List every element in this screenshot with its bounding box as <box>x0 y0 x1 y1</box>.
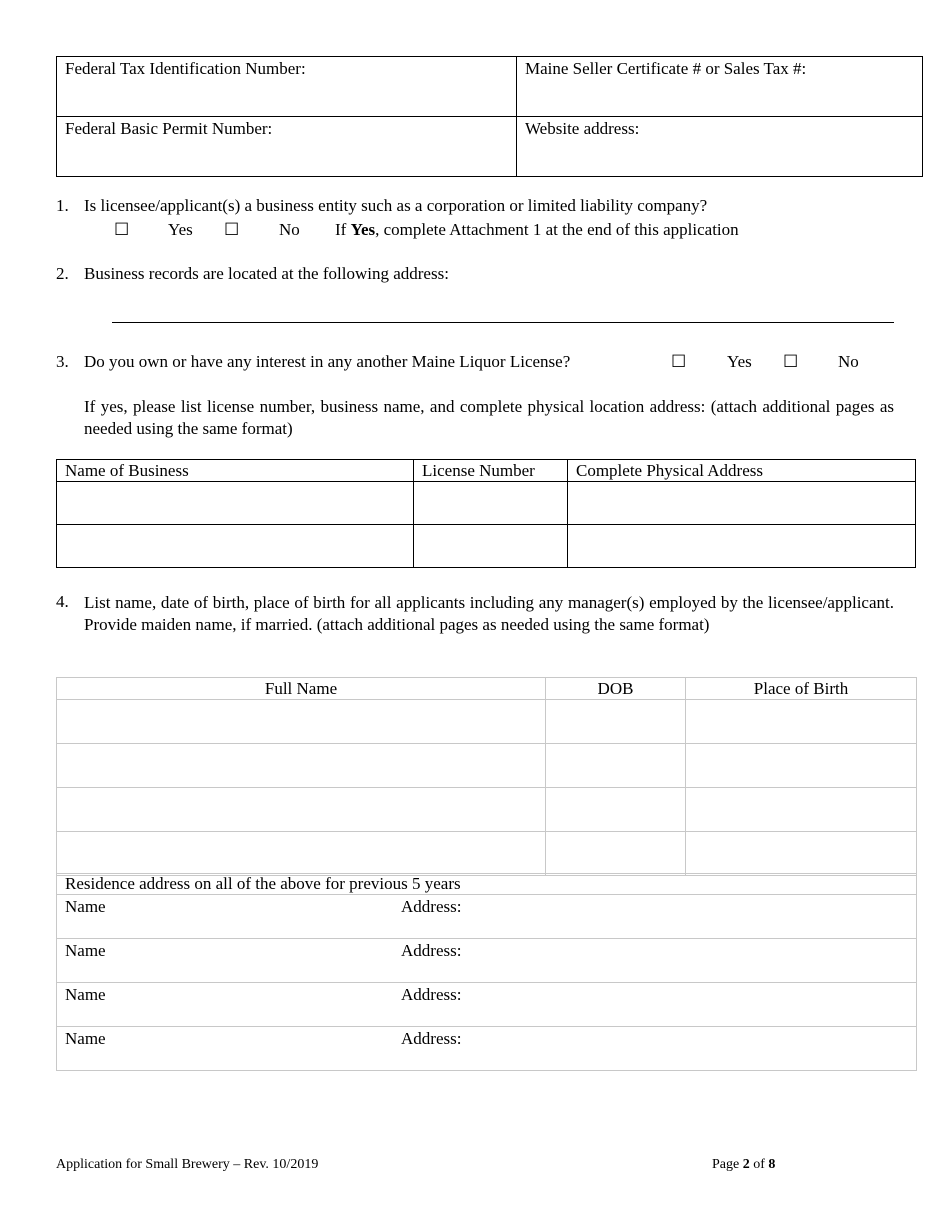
table-row <box>57 700 917 744</box>
license-address-cell[interactable] <box>568 525 916 568</box>
license-number-cell[interactable] <box>414 482 568 525</box>
license-header-number: License Number <box>414 460 568 482</box>
q1-no-label: No <box>279 220 300 239</box>
q1-note-bold: Yes <box>350 220 376 239</box>
applicant-name-cell[interactable] <box>57 744 546 788</box>
residence-title: Residence address on all of the above for previous 5 years <box>57 874 917 895</box>
q4-text: List name, date of birth, place of birth for all applicants including any manager(s) employed by the licensee/applicant. Provide maiden name, if married. (attach additional pages as needed using the same format) <box>84 593 894 634</box>
applicant-name-cell[interactable] <box>57 832 546 876</box>
residence-table <box>56 873 917 1071</box>
footer-page-prefix: Page <box>712 1157 743 1172</box>
table-row <box>57 788 917 832</box>
table-row <box>57 482 916 525</box>
applicant-name-cell[interactable] <box>57 788 546 832</box>
maine-seller-cert-label: Maine Seller Certificate # or Sales Tax #: <box>525 59 807 78</box>
applicant-header-birthplace: Place of Birth <box>686 678 917 700</box>
table-row[interactable] <box>57 895 917 939</box>
applicant-birthplace-cell[interactable] <box>686 700 917 744</box>
license-number-cell[interactable] <box>414 525 568 568</box>
q1-note-suffix: , complete Attachment 1 at the end of this application <box>375 220 739 239</box>
applicant-dob-cell[interactable] <box>546 700 686 744</box>
license-header-address: Complete Physical Address <box>568 460 916 482</box>
license-table <box>56 459 916 568</box>
table-row <box>57 832 917 876</box>
q1-text: Is licensee/applicant(s) a business entity such as a corporation or limited liability company? <box>84 196 708 215</box>
q3-no-label: No <box>838 352 859 371</box>
q2-number: 2. <box>56 264 69 283</box>
q3-yes-label: Yes <box>727 352 752 371</box>
federal-basic-permit-label: Federal Basic Permit Number: <box>65 119 273 138</box>
residence-name-label: Name <box>65 1029 106 1048</box>
residence-address-label: Address: <box>401 985 462 1004</box>
q1-yes-label: Yes <box>168 220 193 239</box>
license-header-business: Name of Business <box>57 460 414 482</box>
applicant-birthplace-cell[interactable] <box>686 832 917 876</box>
table-row[interactable] <box>57 983 917 1027</box>
q3-text: Do you own or have any interest in any another Maine Liquor License? <box>84 352 571 371</box>
footer-page-number <box>712 1157 775 1173</box>
tax-info-table <box>56 56 923 177</box>
residence-name-label: Name <box>65 941 106 960</box>
q2-text: Business records are located at the following address: <box>84 264 449 283</box>
federal-tax-id-label: Federal Tax Identification Number: <box>65 59 306 78</box>
q3-yes-checkbox[interactable]: ☐ <box>671 352 687 371</box>
footer-page-of: of <box>749 1157 769 1172</box>
footer-form-title: Application for Small Brewery – Rev. 10/2019 <box>56 1157 319 1172</box>
applicant-header-dob: DOB <box>546 678 686 700</box>
table-row[interactable] <box>57 1027 917 1071</box>
federal-tax-id-field[interactable] <box>57 57 517 117</box>
applicant-dob-cell[interactable] <box>546 744 686 788</box>
applicant-dob-cell[interactable] <box>546 788 686 832</box>
applicant-name-cell[interactable] <box>57 700 546 744</box>
applicant-header-name: Full Name <box>57 678 546 700</box>
license-business-cell[interactable] <box>57 482 414 525</box>
website-field[interactable] <box>517 117 923 177</box>
q1-note <box>335 220 739 240</box>
applicant-birthplace-cell[interactable] <box>686 788 917 832</box>
residence-address-label: Address: <box>401 1029 462 1048</box>
q1-note-prefix: If <box>335 220 351 239</box>
q3-number: 3. <box>56 352 69 371</box>
q1-yes-checkbox[interactable]: ☐ <box>114 220 130 239</box>
q3-no-checkbox[interactable]: ☐ <box>783 352 799 371</box>
q4-number: 4. <box>56 592 69 611</box>
federal-basic-permit-field[interactable] <box>57 117 517 177</box>
q1-no-checkbox[interactable]: ☐ <box>224 220 240 239</box>
residence-name-label: Name <box>65 897 106 916</box>
maine-seller-cert-field[interactable] <box>517 57 923 117</box>
q1-number: 1. <box>56 196 69 215</box>
residence-address-label: Address: <box>401 941 462 960</box>
website-label: Website address: <box>525 119 640 138</box>
applicant-table <box>56 677 917 876</box>
applicant-dob-cell[interactable] <box>546 832 686 876</box>
license-address-cell[interactable] <box>568 482 916 525</box>
q3-instruction: If yes, please list license number, business name, and complete physical location address: (attach additional pages as needed using the same format) <box>84 397 894 438</box>
license-business-cell[interactable] <box>57 525 414 568</box>
residence-address-label: Address: <box>401 897 462 916</box>
q2-address-line[interactable] <box>112 322 894 323</box>
table-row <box>57 744 917 788</box>
applicant-birthplace-cell[interactable] <box>686 744 917 788</box>
footer-page-total: 8 <box>768 1157 776 1172</box>
footer-page-current: 2 <box>742 1157 750 1172</box>
residence-name-label: Name <box>65 985 106 1004</box>
table-row <box>57 525 916 568</box>
table-row[interactable] <box>57 939 917 983</box>
